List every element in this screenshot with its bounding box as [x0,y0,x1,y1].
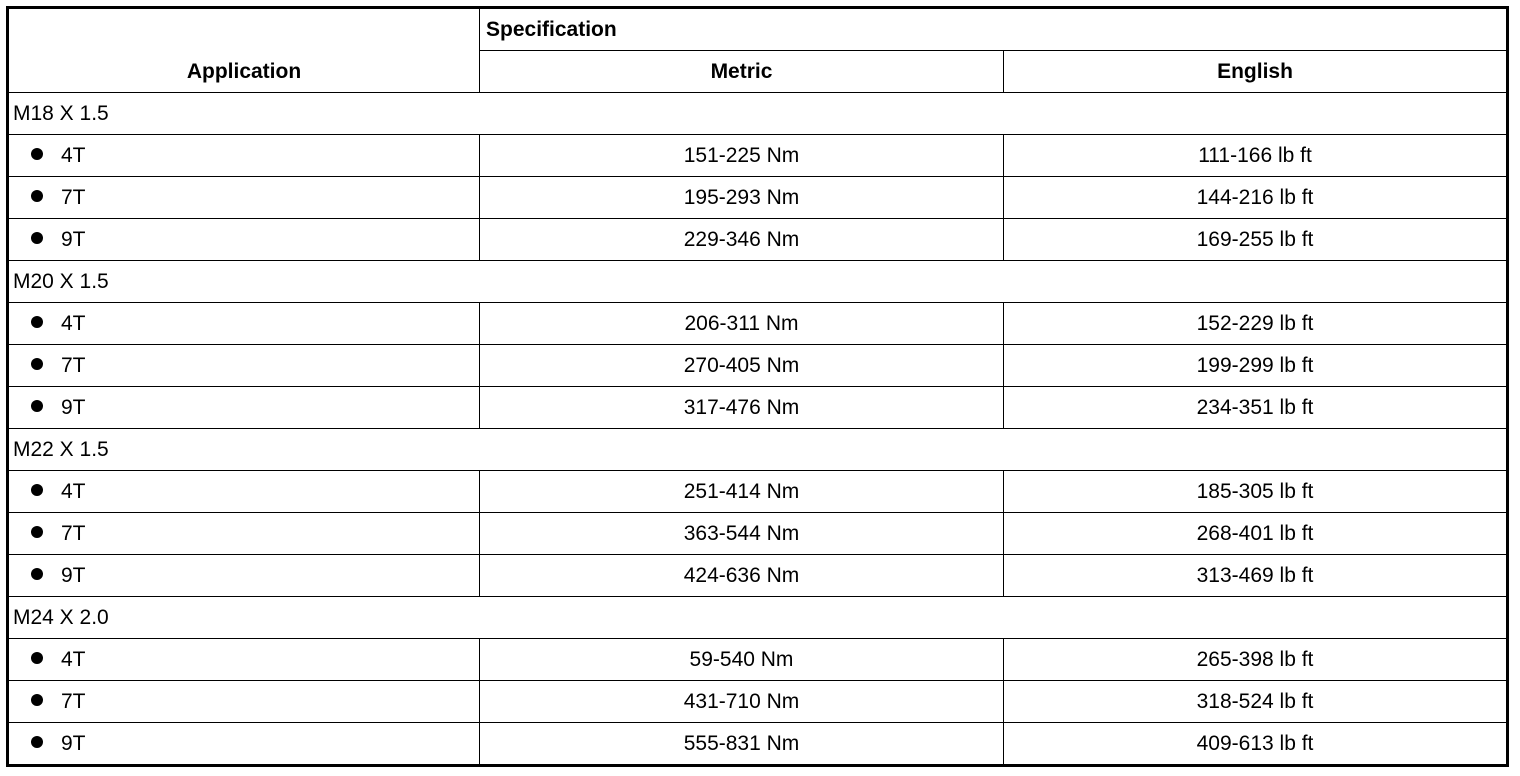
bullet-icon [31,232,43,244]
grade-cell [8,471,480,513]
table-row [8,513,1508,555]
metric-value: 363-544 Nm [480,513,1004,555]
torque-spec-table [6,6,1509,767]
grade-label: 9T [61,228,86,251]
metric-value: 251-414 Nm [480,471,1004,513]
table-row [8,681,1508,723]
grade-cell [8,387,480,429]
grade-cell [8,135,480,177]
table-body [8,93,1508,766]
grade-label: 7T [61,690,86,713]
english-value: 234-351 lb ft [1004,387,1508,429]
metric-value: 206-311 Nm [480,303,1004,345]
group-label: M24 X 2.0 [8,597,1508,639]
table-row [8,555,1508,597]
english-value: 268-401 lb ft [1004,513,1508,555]
bullet-icon [31,484,43,496]
metric-value: 59-540 Nm [480,639,1004,681]
metric-value: 317-476 Nm [480,387,1004,429]
group-label: M22 X 1.5 [8,429,1508,471]
table-row [8,345,1508,387]
bullet-icon [31,358,43,370]
bullet-icon [31,694,43,706]
grade-label: 7T [61,522,86,545]
specification-header: Specification [480,8,1508,51]
grade-label: 7T [61,354,86,377]
english-value: 409-613 lb ft [1004,723,1508,766]
grade-cell [8,513,480,555]
grade-cell [8,681,480,723]
grade-label: 4T [61,312,86,335]
grade-label: 4T [61,648,86,671]
metric-value: 555-831 Nm [480,723,1004,766]
bullet-icon [31,316,43,328]
grade-label: 9T [61,564,86,587]
bullet-icon [31,526,43,538]
metric-value: 431-710 Nm [480,681,1004,723]
group-label: M18 X 1.5 [8,93,1508,135]
grade-cell [8,345,480,387]
group-row [8,429,1508,471]
grade-cell [8,303,480,345]
table-row [8,639,1508,681]
metric-header: Metric [480,51,1004,93]
english-value: 199-299 lb ft [1004,345,1508,387]
english-value: 144-216 lb ft [1004,177,1508,219]
group-label: M20 X 1.5 [8,261,1508,303]
english-value: 265-398 lb ft [1004,639,1508,681]
grade-cell [8,177,480,219]
torque-spec-table-container [6,6,1509,767]
metric-value: 195-293 Nm [480,177,1004,219]
metric-value: 424-636 Nm [480,555,1004,597]
group-row [8,93,1508,135]
application-header: Application [8,8,480,93]
grade-label: 4T [61,480,86,503]
group-row [8,261,1508,303]
bullet-icon [31,190,43,202]
bullet-icon [31,148,43,160]
english-value: 313-469 lb ft [1004,555,1508,597]
bullet-icon [31,400,43,412]
bullet-icon [31,568,43,580]
bullet-icon [31,736,43,748]
table-row [8,387,1508,429]
grade-cell [8,555,480,597]
english-header: English [1004,51,1508,93]
table-row [8,723,1508,766]
header-row-top [8,8,1508,51]
table-row [8,177,1508,219]
grade-cell [8,723,480,766]
english-value: 111-166 lb ft [1004,135,1508,177]
group-row [8,597,1508,639]
grade-label: 9T [61,396,86,419]
table-row [8,135,1508,177]
metric-value: 270-405 Nm [480,345,1004,387]
english-value: 169-255 lb ft [1004,219,1508,261]
metric-value: 229-346 Nm [480,219,1004,261]
english-value: 152-229 lb ft [1004,303,1508,345]
grade-label: 4T [61,144,86,167]
table-row [8,471,1508,513]
table-row [8,303,1508,345]
english-value: 318-524 lb ft [1004,681,1508,723]
bullet-icon [31,652,43,664]
grade-cell [8,639,480,681]
grade-cell [8,219,480,261]
table-row [8,219,1508,261]
grade-label: 7T [61,186,86,209]
english-value: 185-305 lb ft [1004,471,1508,513]
metric-value: 151-225 Nm [480,135,1004,177]
grade-label: 9T [61,732,86,755]
